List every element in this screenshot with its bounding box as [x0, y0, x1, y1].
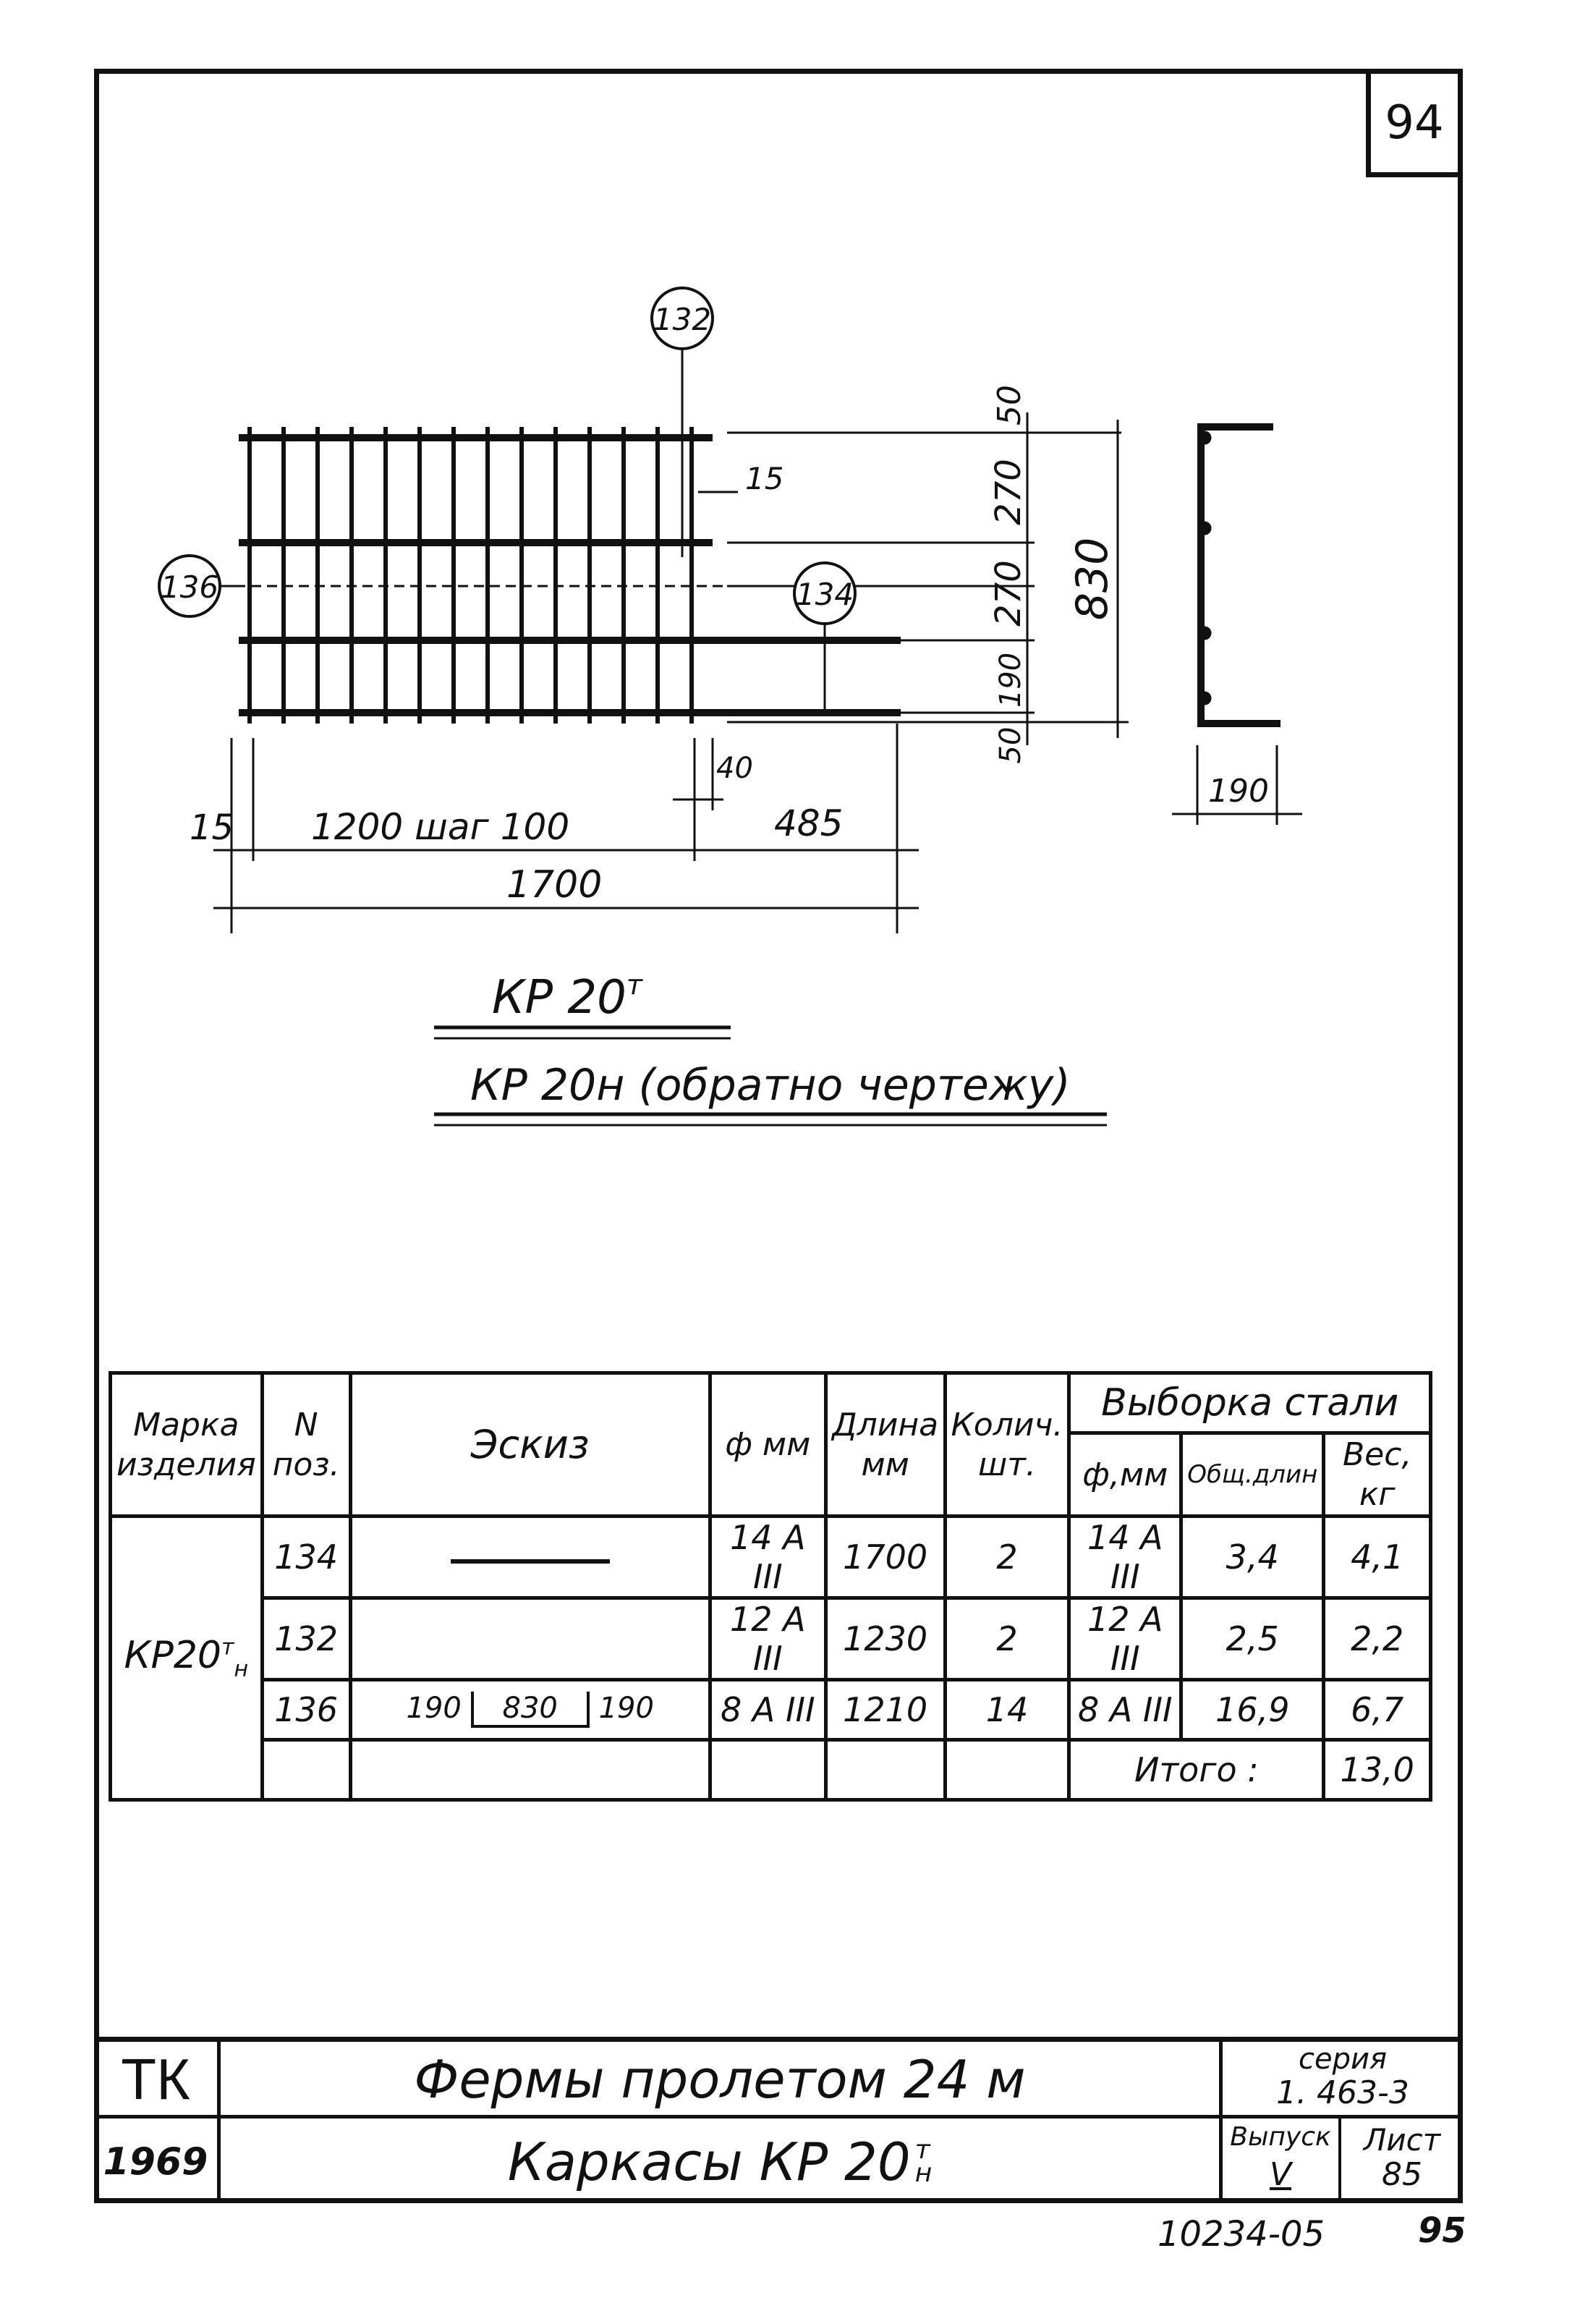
steel-dia-cell: 14 А III — [1069, 1517, 1181, 1598]
steel-len-cell: 2,5 — [1181, 1598, 1324, 1680]
dim-total-height: 830 — [1067, 537, 1118, 621]
header-steel-dia: ф,мм — [1069, 1433, 1181, 1517]
sketch-cell — [350, 1680, 710, 1740]
table-row — [111, 1517, 1431, 1598]
dia-cell: 14 А III — [710, 1517, 825, 1598]
sketch-cell — [350, 1598, 710, 1680]
steel-dia-cell: 12 А III — [1069, 1598, 1181, 1680]
header-steel-len: Общ.длин — [1181, 1433, 1324, 1517]
header-length: Длина мм — [825, 1373, 945, 1517]
total-label: Итого : — [1069, 1740, 1324, 1800]
qty-cell: 2 — [945, 1598, 1069, 1680]
issue-value: V — [1269, 2156, 1292, 2193]
sheet-label: Лист — [1363, 2122, 1441, 2158]
header-sketch: Эскиз — [350, 1373, 710, 1517]
org-code: ТК — [121, 2047, 190, 2111]
issue-label: Выпуск — [1230, 2122, 1331, 2152]
steel-weight-cell: 2,2 — [1324, 1598, 1431, 1680]
pos-cell: 132 — [262, 1598, 350, 1680]
straight-bar-sketch — [436, 1554, 624, 1569]
document-code: 10234-05 — [1158, 2214, 1325, 2255]
dia-cell: 8 А III — [710, 1680, 825, 1740]
sketch-cell — [350, 1517, 710, 1598]
header-mark: Марка изделия — [111, 1373, 263, 1517]
title-line1: КР $20^т$ — [492, 969, 642, 1025]
dim-right-2: 270 — [988, 560, 1029, 627]
steel-len-cell: 3,4 — [1181, 1517, 1324, 1598]
dim-right-0: 50 — [991, 385, 1028, 425]
dia-cell: 12 А III — [710, 1598, 825, 1680]
header-qty: Колич. шт. — [945, 1373, 1069, 1517]
dim-total-length: 1700 — [506, 863, 603, 907]
series-label: серия — [1298, 2043, 1388, 2076]
steel-weight-cell: 4,1 — [1324, 1517, 1431, 1598]
dim-small: 15 — [745, 461, 784, 496]
dim-right-4: 50 — [994, 726, 1027, 764]
steel-specification-table — [109, 1371, 1432, 1802]
pos-cell: 136 — [262, 1680, 350, 1740]
dim-side-width: 190 — [1208, 773, 1269, 810]
table-row — [111, 1680, 1431, 1740]
dim-span: 1200 шаг 100 — [311, 806, 570, 848]
steel-len-cell: 16,9 — [1181, 1680, 1324, 1740]
header-steel: Выборка стали — [1069, 1373, 1431, 1433]
callout-136-label: 136 — [160, 569, 219, 605]
qty-cell: 2 — [945, 1517, 1069, 1598]
page-number: 95 — [1418, 2210, 1466, 2251]
year: 1969 — [103, 2140, 208, 2184]
steel-weight-cell: 6,7 — [1324, 1680, 1431, 1740]
header-dia: ф мм — [710, 1373, 825, 1517]
header-steel-weight: Вес, кг — [1324, 1433, 1431, 1517]
stamp-title-1: Фермы пролетом 24 м — [414, 2049, 1026, 2110]
sheet-value: 85 — [1382, 2156, 1422, 2193]
title-line2: КР 20н (обратно чертежу) — [470, 1060, 1071, 1111]
dim-gap: 40 — [716, 752, 753, 785]
pos-cell: 134 — [262, 1517, 350, 1598]
total-value: 13,0 — [1324, 1740, 1431, 1800]
table-row — [111, 1598, 1431, 1680]
table-total-row — [111, 1740, 1431, 1800]
callout-132-label: 132 — [653, 302, 712, 337]
sketch-left: 190 — [406, 1692, 462, 1725]
title-block — [94, 2037, 1463, 2203]
callout-134-label: 134 — [795, 577, 854, 612]
reinforcement-cage-drawing — [0, 0, 1580, 1158]
dim-right-1: 270 — [988, 459, 1029, 525]
sketch-right: 190 — [598, 1692, 654, 1725]
series-value: 1. 463-3 — [1276, 2074, 1409, 2111]
bent-bar-sketch: 830 — [471, 1692, 590, 1728]
length-cell: 1210 — [825, 1680, 945, 1740]
sheet-number: 94 — [1385, 96, 1444, 150]
header-pos: N поз. — [262, 1373, 350, 1517]
stamp-title-2: Каркасы КР 20 т н — [507, 2132, 933, 2192]
steel-dia-cell: 8 А III — [1069, 1680, 1181, 1740]
length-cell: 1700 — [825, 1517, 945, 1598]
dim-tail: 485 — [774, 802, 844, 844]
qty-cell: 14 — [945, 1680, 1069, 1740]
dim-left-offset: 15 — [190, 807, 234, 848]
length-cell: 1230 — [825, 1598, 945, 1680]
mark-cell: $КР20^т_н$ — [111, 1517, 263, 1800]
dim-right-3: 190 — [994, 652, 1027, 708]
